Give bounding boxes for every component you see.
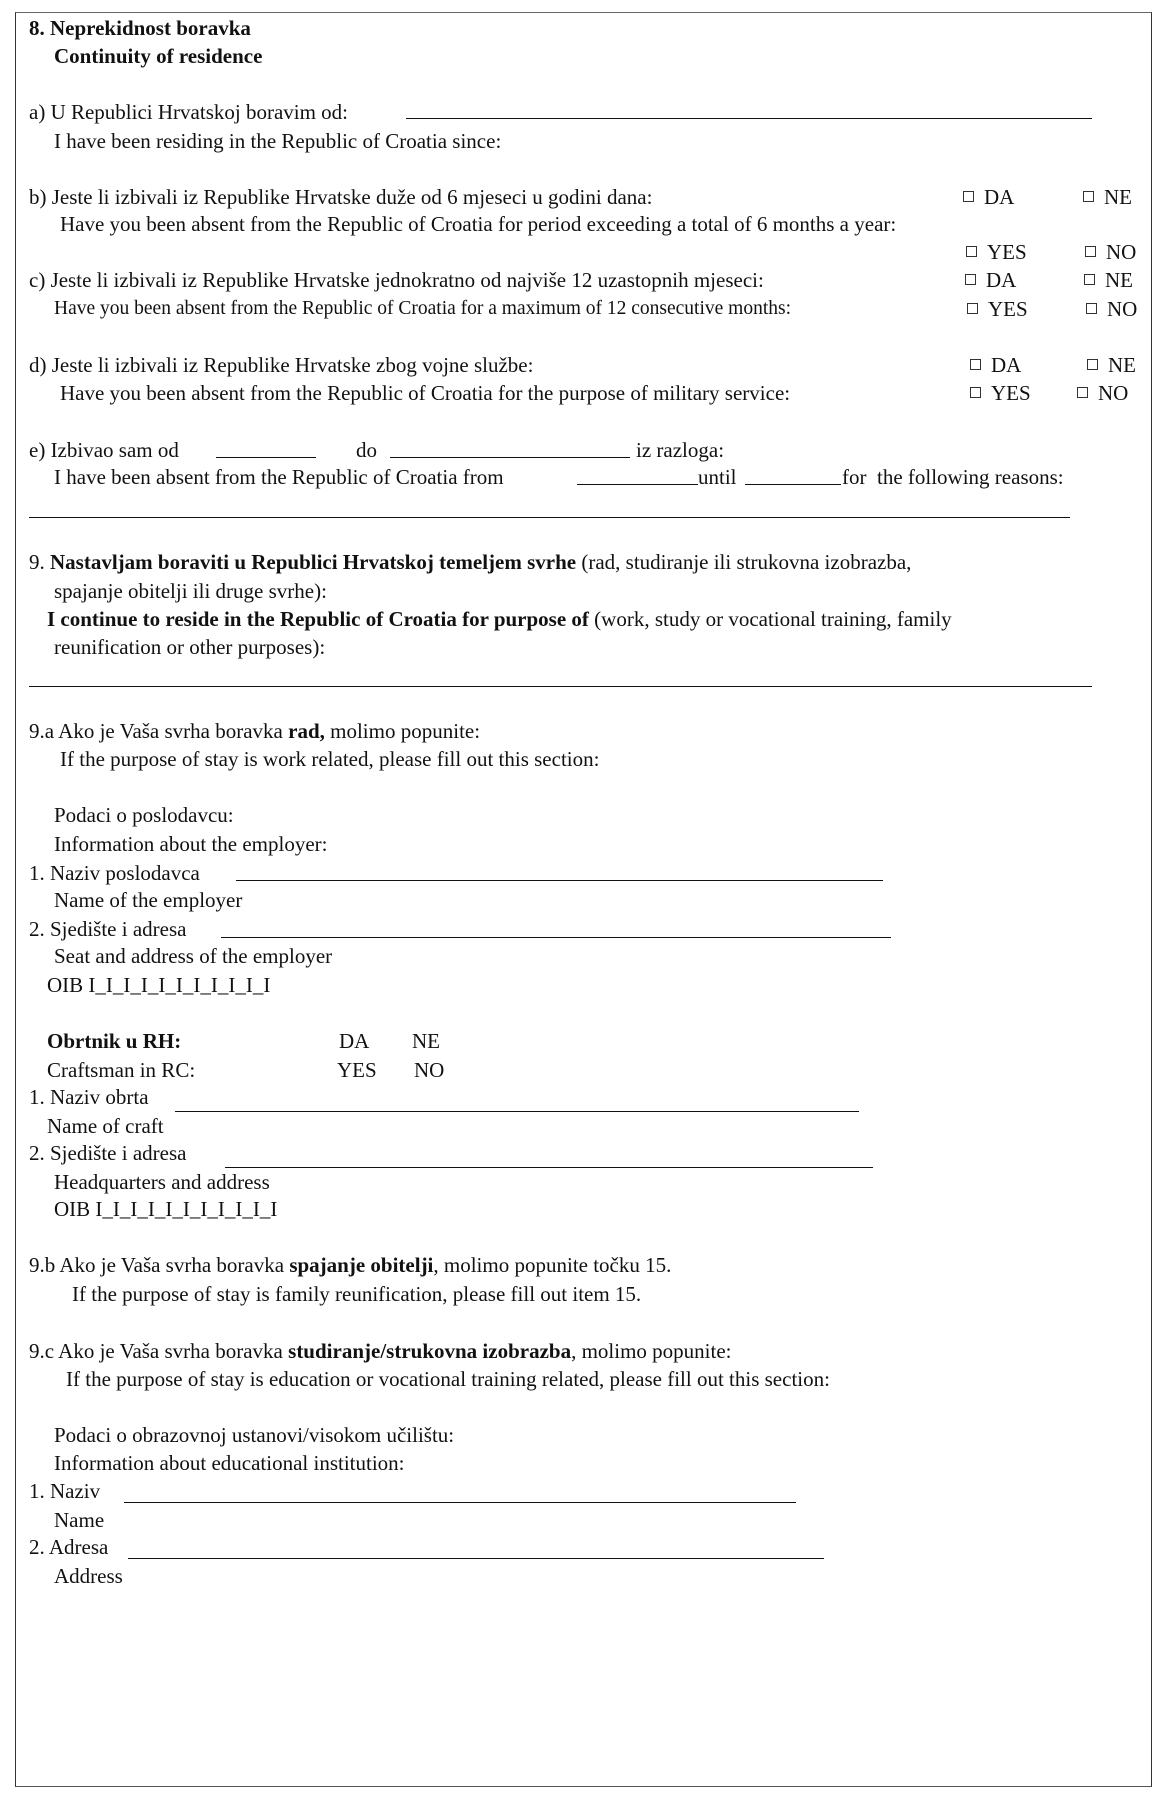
institution-address-field[interactable] [128, 1558, 824, 1559]
institution-info-hr: Podaci o obrazovnoj ustanovi/visokom učilištu: [54, 1423, 455, 1447]
heading-bold: studiranje/strukovna izobrazba [288, 1339, 572, 1363]
checkbox-icon [1086, 303, 1097, 314]
institution-name-label-en: Name [54, 1508, 105, 1532]
craft-oib-field[interactable]: OIB I_I_I_I_I_I_I_I_I_I_I [54, 1197, 278, 1221]
absent-until-field[interactable] [390, 457, 630, 458]
section-9b-heading [29, 1252, 671, 1278]
absence-reasons-field[interactable] [29, 517, 1070, 518]
option-label: NE [1105, 268, 1133, 292]
section-9-options-en: (work, study or vocational training, family [588, 607, 952, 631]
employer-address-field[interactable] [221, 937, 891, 938]
checkbox-b-ne[interactable] [1083, 184, 1132, 210]
checkbox-icon [1084, 274, 1095, 285]
employer-name-label-en: Name of the employer [54, 888, 243, 912]
employer-info-hr: Podaci o poslodavcu: [54, 803, 234, 827]
craft-name-field[interactable] [175, 1111, 859, 1112]
option-label: YES [991, 381, 1031, 405]
section-9a-heading [29, 718, 480, 744]
checkbox-c-da[interactable] [965, 267, 1016, 293]
option-label: NO [1106, 240, 1137, 264]
absent-from-field-en[interactable] [577, 484, 698, 485]
question-c-label: c) Jeste li izbivali iz Republike Hrvatske jednokratno od najviše 12 uzastopnih mjeseci: [29, 268, 764, 292]
craft-name-label: 1. Naziv obrta [29, 1085, 149, 1109]
checkbox-d-da[interactable] [970, 352, 1021, 378]
section-9c-heading [29, 1338, 732, 1364]
question-a-label: a) U Republici Hrvatskoj boravim od: [29, 100, 349, 124]
checkbox-c-yes[interactable] [967, 296, 1028, 322]
craftsman-da-option[interactable]: DA [339, 1029, 370, 1053]
employer-oib-field[interactable]: OIB I_I_I_I_I_I_I_I_I_I_I [47, 973, 271, 997]
craft-name-label-en: Name of craft [47, 1114, 164, 1138]
craft-address-field[interactable] [225, 1167, 873, 1168]
heading-bold: rad, [288, 719, 325, 743]
absent-from-field[interactable] [216, 457, 316, 458]
question-e-suffix: iz razloga: [636, 438, 725, 462]
checkbox-icon [967, 303, 978, 314]
section-9-title-hr: Nastavljam boraviti u Republici Hrvatskoj temeljem svrhe [50, 550, 577, 574]
checkbox-icon [970, 387, 981, 398]
heading-bold: spajanje obitelji [289, 1253, 434, 1277]
institution-address-label-en: Address [54, 1564, 123, 1588]
checkbox-d-yes[interactable] [970, 380, 1031, 406]
section-9c-heading-en: If the purpose of stay is education or vocational training related, please fill out this section: [66, 1367, 830, 1391]
section-9-title-en: I continue to reside in the Republic of Croatia for purpose of [47, 607, 589, 631]
section-number: 9. [29, 550, 45, 574]
question-b-label: b) Jeste li izbivali iz Republike Hrvatske duže od 6 mjeseci u godini dana: [29, 185, 653, 209]
section-9-heading [29, 549, 911, 575]
section-8-title [29, 15, 251, 41]
heading-text: molimo popunite: [324, 719, 481, 743]
craft-address-label-en: Headquarters and address [54, 1170, 270, 1194]
checkbox-icon [1083, 191, 1094, 202]
institution-address-label: 2. Adresa [29, 1535, 109, 1559]
checkbox-icon [966, 246, 977, 257]
checkbox-b-no[interactable] [1085, 239, 1136, 265]
heading-text: , molimo popunite: [571, 1339, 732, 1363]
craftsman-yes-option[interactable]: YES [337, 1058, 377, 1082]
question-b-label-en: Have you been absent from the Republic of Croatia for period exceeding a total of 6 months a year: [60, 212, 897, 236]
employer-info-en: Information about the employer: [54, 832, 328, 856]
option-label: DA [991, 353, 1022, 377]
checkbox-d-no[interactable] [1077, 380, 1128, 406]
section-number: 8. [29, 16, 45, 40]
option-label: YES [987, 240, 1027, 264]
section-9-line2-hr: spajanje obitelji ili druge svrhe): [54, 579, 327, 603]
craftsman-label-en: Craftsman in RC: [47, 1058, 196, 1082]
employer-name-field[interactable] [236, 880, 883, 881]
checkbox-icon [965, 274, 976, 285]
question-e-mid: do [356, 438, 377, 462]
checkbox-c-ne[interactable] [1084, 267, 1133, 293]
absent-until-field-en[interactable] [745, 484, 841, 485]
checkbox-d-ne[interactable] [1087, 352, 1136, 378]
section-9a-heading-en: If the purpose of stay is work related, please fill out this section: [60, 747, 600, 771]
craftsman-no-option[interactable]: NO [414, 1058, 445, 1082]
option-label: NO [1107, 297, 1138, 321]
institution-name-label: 1. Naziv [29, 1479, 101, 1503]
question-c-label-en: Have you been absent from the Republic of Croatia for a maximum of 12 consecutive months: [54, 298, 792, 319]
question-e-prefix: e) Izbivao sam od [29, 438, 179, 462]
craft-address-label: 2. Sjedište i adresa [29, 1141, 187, 1165]
question-a-label-en: I have been residing in the Republic of Croatia since: [54, 129, 502, 153]
checkbox-icon [1077, 387, 1088, 398]
heading-text: , molimo popunite točku 15. [433, 1253, 672, 1277]
craftsman-label-hr: Obrtnik u RH: [47, 1029, 182, 1053]
section-title-hr: Neprekidnost boravka [50, 16, 251, 40]
section-9b-heading-en: If the purpose of stay is family reunification, please fill out item 15. [72, 1282, 642, 1306]
checkbox-b-yes[interactable] [966, 239, 1027, 265]
employer-address-label-en: Seat and address of the employer [54, 944, 333, 968]
institution-name-field[interactable] [124, 1502, 796, 1503]
option-label: NE [1104, 185, 1132, 209]
checkbox-icon [1087, 359, 1098, 370]
checkbox-icon [963, 191, 974, 202]
option-label: YES [988, 297, 1028, 321]
craftsman-ne-option[interactable]: NE [412, 1029, 440, 1053]
section-9-options-hr: (rad, studiranje ili strukovna izobrazba, [576, 550, 912, 574]
checkbox-c-no[interactable] [1086, 296, 1137, 322]
section-9-line2-en: reunification or other purposes): [54, 635, 326, 659]
checkbox-b-da[interactable] [963, 184, 1014, 210]
residing-since-field[interactable] [406, 118, 1092, 119]
question-d-label: d) Jeste li izbivali iz Republike Hrvatske zbog vojne službe: [29, 353, 534, 377]
option-label: NO [1098, 381, 1129, 405]
checkbox-icon [970, 359, 981, 370]
question-d-label-en: Have you been absent from the Republic of Croatia for the purpose of military service: [60, 381, 791, 405]
section-9-heading-en [47, 606, 952, 632]
option-label: DA [986, 268, 1017, 292]
question-e-en-prefix: I have been absent from the Republic of Croatia from [54, 465, 504, 489]
option-label: DA [984, 185, 1015, 209]
section-8-title-en: Continuity of residence [54, 44, 263, 68]
purpose-of-stay-field[interactable] [29, 686, 1092, 687]
question-e-en-mid: until [698, 465, 737, 489]
option-label: NE [1108, 353, 1136, 377]
employer-address-label: 2. Sjedište i adresa [29, 917, 187, 941]
heading-text: 9.a Ako je Vaša svrha boravka [29, 719, 289, 743]
institution-info-en: Information about educational institution: [54, 1451, 405, 1475]
checkbox-icon [1085, 246, 1096, 257]
employer-name-label: 1. Naziv poslodavca [29, 861, 200, 885]
question-e-en-suffix: for the following reasons: [842, 465, 1064, 489]
heading-text: 9.c Ako je Vaša svrha boravka [29, 1339, 289, 1363]
heading-text: 9.b Ako je Vaša svrha boravka [29, 1253, 290, 1277]
